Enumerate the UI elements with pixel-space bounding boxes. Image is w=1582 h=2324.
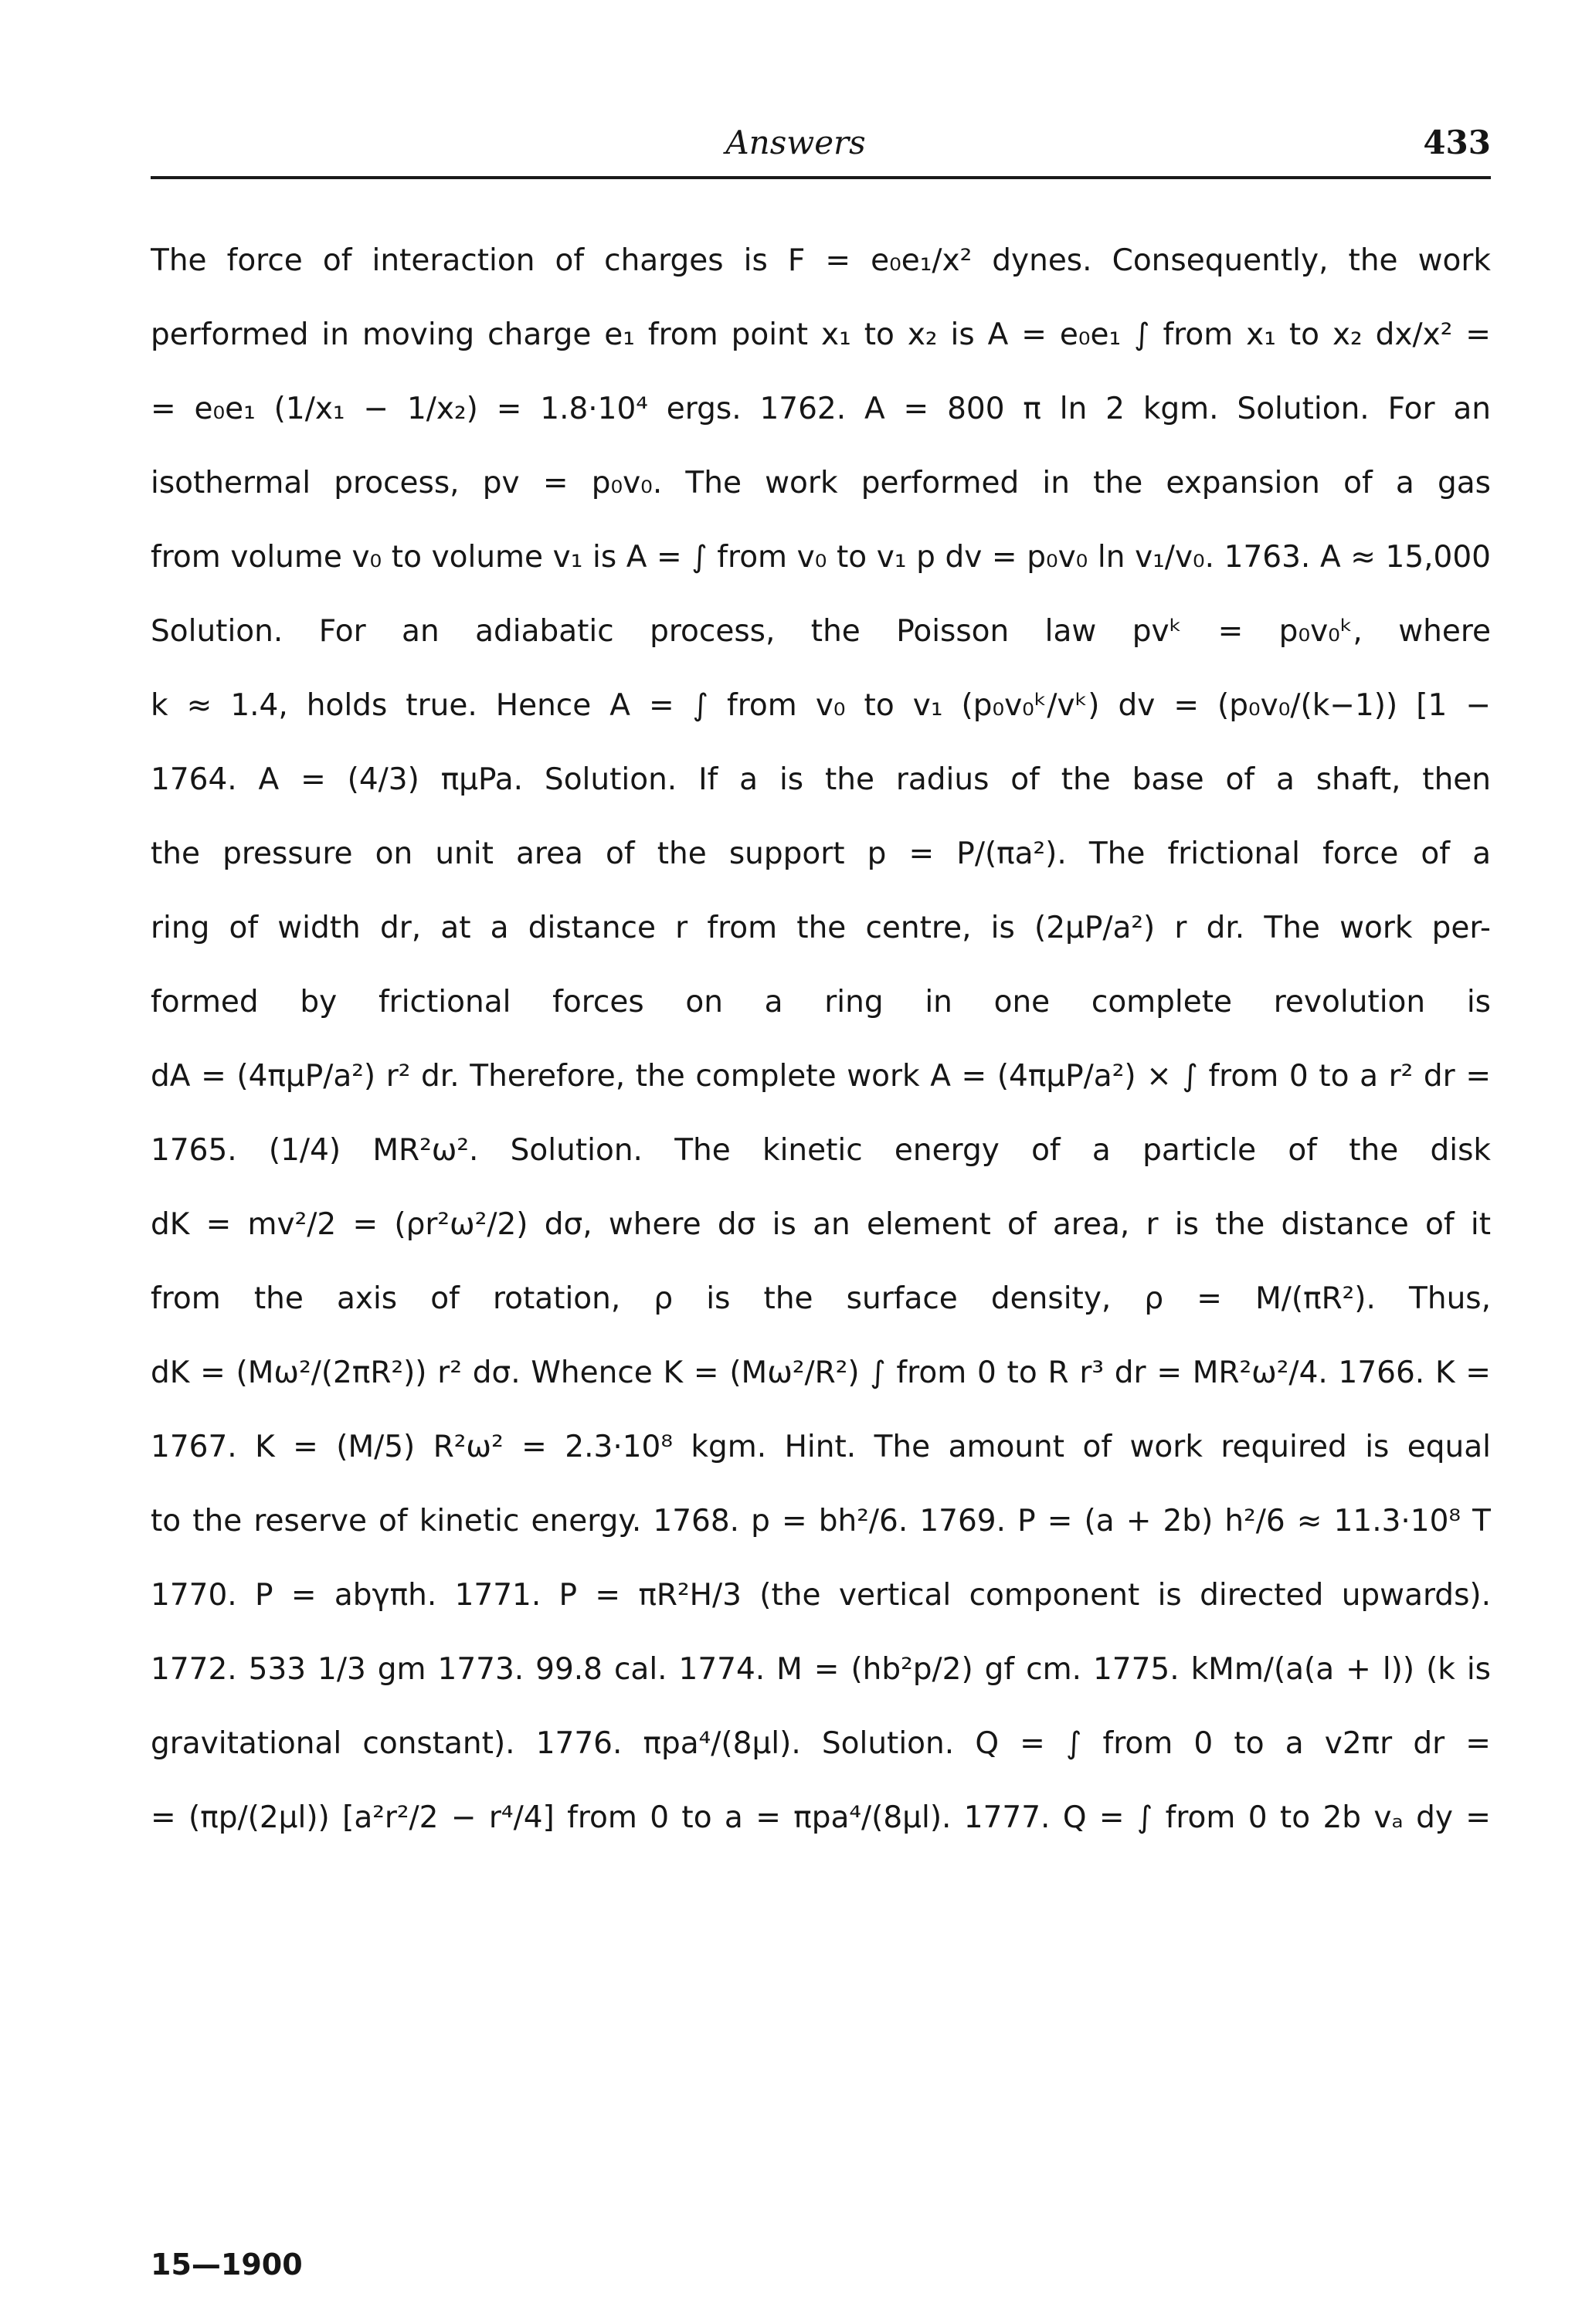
text-line: 1767. K = (M/5) R²ω² = 2.3·10⁸ kgm. Hint. The amount of work required is equal: [151, 1430, 1491, 1464]
text-line: performed in moving charge e₁ from point x₁ to x₂ is A = e₀e₁ ∫ from x₁ to x₂ dx/x² =: [151, 317, 1491, 352]
text-line: to the reserve of kinetic energy. 1768. p = bh²/6. 1769. P = (a + 2b) h²/6 ≈ 11.3·10⁸ T: [151, 1504, 1491, 1539]
text-line: from volume v₀ to volume v₁ is A = ∫ from v₀ to v₁ p dv = p₀v₀ ln v₁/v₀. 1763. A ≈ 15,000: [151, 540, 1491, 575]
text-line: k ≈ 1.4, holds true. Hence A = ∫ from v₀ to v₁ (p₀v₀ᵏ/vᵏ) dv = (p₀v₀/(k−1)) [1 −: [151, 688, 1491, 723]
header-rule: [151, 176, 1491, 179]
running-header-title: Answers: [725, 124, 866, 161]
text-line: 1765. (1/4) MR²ω². Solution. The kinetic energy of a particle of the disk: [151, 1133, 1491, 1168]
text-line: The force of interaction of charges is F = e₀e₁/x² dynes. Consequently, the work: [151, 243, 1491, 278]
printer-signature: 15—1900: [151, 2248, 303, 2282]
answers-text-block: [151, 224, 1491, 1855]
text-line: dA = (4πμP/a²) r² dr. Therefore, the complete work A = (4πμP/a²) × ∫ from 0 to a r² dr =: [151, 1059, 1491, 1094]
text-line: formed by frictional forces on a ring in one complete revolution is: [151, 985, 1491, 1020]
text-line: 1772. 533 1/3 gm 1773. 99.8 cal. 1774. M = (hb²p/2) gf cm. 1775. kMm/(a(a + l)) (k is: [151, 1652, 1491, 1687]
text-line: isothermal process, pv = p₀v₀. The work performed in the expansion of a gas: [151, 466, 1491, 500]
text-line: 1770. P = abγπh. 1771. P = πR²H/3 (the vertical component is directed upwards).: [151, 1578, 1491, 1613]
text-line: dK = mv²/2 = (ρr²ω²/2) dσ, where dσ is an element of area, r is the distance of it: [151, 1207, 1491, 1242]
page-number: 433: [1423, 124, 1491, 161]
text-line: 1764. A = (4/3) πμPa. Solution. If a is the radius of the base of a shaft, then: [151, 762, 1491, 797]
text-line: the pressure on unit area of the support p = P/(πa²). The frictional force of a: [151, 836, 1491, 871]
text-line: from the axis of rotation, ρ is the surface density, ρ = M/(πR²). Thus,: [151, 1281, 1491, 1316]
text-line: Solution. For an adiabatic process, the Poisson law pvᵏ = p₀v₀ᵏ, where: [151, 614, 1491, 649]
text-line: gravitational constant). 1776. πpa⁴/(8μl). Solution. Q = ∫ from 0 to a v2πr dr =: [151, 1726, 1491, 1761]
text-line: ring of width dr, at a distance r from the centre, is (2μP/a²) r dr. The work per-: [151, 911, 1491, 945]
text-line: = e₀e₁ (1/x₁ − 1/x₂) = 1.8·10⁴ ergs. 1762. A = 800 π ln 2 kgm. Solution. For an: [151, 392, 1491, 426]
text-line: = (πp/(2μl)) [a²r²/2 − r⁴/4] from 0 to a = πpa⁴/(8μl). 1777. Q = ∫ from 0 to 2b vₐ dy =: [151, 1800, 1491, 1835]
text-line: dK = (Mω²/(2πR²)) r² dσ. Whence K = (Mω²/R²) ∫ from 0 to R r³ dr = MR²ω²/4. 1766. K =: [151, 1355, 1491, 1390]
